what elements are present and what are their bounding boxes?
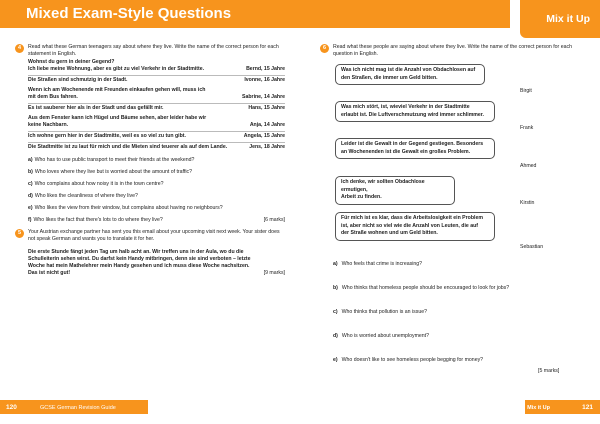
question-letter: a) — [28, 157, 33, 163]
bubble-speaker: Ahmed — [520, 163, 537, 169]
question-6-marks: [5 marks] — [538, 368, 560, 374]
bubble-line: Für mich ist es klar, dass die Arbeitslosigkeit ein Problem — [341, 215, 483, 221]
quote-speaker: Anja, 14 Jahre — [249, 122, 285, 128]
question-letter: b) — [28, 169, 33, 175]
question-5-intro: Your Austrian exchange partner has sent you this email about your upcoming visit next week. Your sister does not speak German and wants you to translate it for her. — [28, 229, 280, 242]
quote-speaker: Jens, 18 Jahre — [249, 144, 285, 150]
quote-separator — [28, 75, 285, 76]
speech-bubble — [335, 64, 485, 85]
bubble-speaker: Frank — [520, 125, 534, 131]
email-text: Woche hat mein Mathelehrer mein Handy gesehen und ich muss diese Woche nachsitzen. — [28, 263, 250, 269]
email-text: Die erste Stunde fängt jeden Tag um halb acht an. Wir treffen uns in der Aula, wo du die — [28, 249, 244, 255]
quote-line — [15, 87, 285, 94]
quote-line — [15, 105, 285, 112]
question-text: Who loves where they live but is worried about the amount of traffic? — [34, 169, 192, 175]
question-6-item — [333, 261, 422, 267]
question-5-email — [15, 249, 285, 277]
bubble-line: erlaubt ist. Die Luftverschmutzung wird immer schlimmer. — [341, 111, 484, 118]
speech-bubble — [335, 212, 495, 241]
quote-text: Die Straßen sind schmutzig in der Stadt. — [28, 77, 128, 83]
bubble-speaker: Birgit — [520, 88, 532, 94]
question-4-item — [15, 154, 285, 166]
question-6-item — [333, 285, 509, 291]
question-6-number: 6 — [320, 44, 329, 53]
email-line — [15, 270, 285, 277]
question-wrap — [28, 214, 163, 226]
question-letter: c) — [28, 181, 33, 187]
quote-text: Ich wohne gern hier in der Stadtmitte, weil es so viel zu tun gibt. — [28, 133, 186, 139]
quote-line — [15, 144, 285, 151]
email-text: Schulleiterin sehen wirst. Du darfst kein Handy mitbringen, denn sie sind verboten – letzte — [28, 256, 251, 262]
question-text: Who doesn't like to see homeless people begging for money? — [341, 357, 484, 363]
question-4-item — [15, 178, 285, 190]
quote-separator — [28, 131, 285, 132]
question-4-marks: [6 marks] — [263, 217, 285, 223]
speech-bubble — [335, 101, 495, 122]
quote-line — [15, 66, 285, 73]
quote-separator — [28, 142, 285, 143]
question-4-item — [15, 214, 285, 226]
quote-text: Aus dem Fenster kann ich Hügel und Bäume sehen, aber leider habe wir — [28, 115, 207, 121]
right-column — [320, 44, 588, 58]
bubble-line: ist, aber nicht so viel wie die Anzahl von Leuten, die auf — [341, 222, 479, 229]
bubble-line: Was mich stört, ist, wieviel Verkehr in der Stadtmitte — [341, 104, 470, 110]
page-number-right: 121 — [582, 404, 593, 411]
question-letter: e) — [28, 205, 33, 211]
bubble-line: Arbeit zu finden. — [341, 194, 382, 200]
question-letter: a) — [333, 261, 338, 267]
email-line — [15, 263, 285, 270]
question-text: Who has to use public transport to meet their friends at the weekend? — [34, 157, 195, 163]
question-6-intro: Read what these people are saying about where they live. Write the name of the correct person for each question in English. — [333, 44, 572, 57]
question-letter: e) — [333, 357, 338, 363]
quote-separator — [28, 103, 285, 104]
bubble-line: den Straßen, die immer um Geld bitten. — [341, 74, 438, 81]
bubble-line: der Straße wohnen und um Geld bitten. — [341, 230, 438, 236]
bubble-speaker: Kirstin — [520, 200, 535, 206]
question-4-heading: Wohnst du gern in deiner Gegend? — [28, 59, 115, 65]
left-column — [15, 44, 285, 277]
quote-text: Ich liebe meine Wohnung, aber es gibt zu viel Verkehr in der Stadtmitte. — [28, 66, 205, 72]
question-text: Who thinks that pollution is an issue? — [341, 309, 427, 315]
quote-speaker: Hans, 15 Jahre — [248, 105, 285, 111]
question-4-item — [15, 190, 285, 202]
question-4-questions — [15, 154, 285, 226]
quote-line — [15, 122, 285, 129]
quote-line — [15, 94, 285, 101]
footer-section-name: Mix it Up — [527, 405, 550, 411]
bubble-speaker: Sebastian — [520, 244, 544, 250]
quote-text: keine Nachbarn. — [28, 122, 69, 128]
question-6-item — [333, 333, 429, 339]
quote-line — [15, 115, 285, 122]
question-text: Who likes the view from their window, but complains about having no neighbours? — [34, 205, 223, 211]
quote-speaker: Sabrine, 14 Jahre — [242, 94, 285, 100]
quote-speaker: Ivonne, 16 Jahre — [244, 77, 285, 83]
quote-text: mit dem Bus fahren. — [28, 94, 78, 100]
question-6-item — [333, 357, 483, 363]
question-letter: f) — [28, 217, 32, 223]
bubble-line: an Wochenenden ist die Gewalt ein großes Problem. — [341, 148, 471, 155]
question-5-marks: [9 marks] — [263, 270, 285, 276]
question-text: Who likes the fact that there's lots to do where they live? — [33, 217, 163, 223]
quote-line — [15, 77, 285, 84]
speech-bubble — [335, 176, 455, 205]
question-text: Who thinks that homeless people should be encouraged to look for jobs? — [341, 285, 510, 291]
question-letter: b) — [333, 285, 338, 291]
question-5-number: 5 — [15, 229, 24, 238]
bubble-line: Leider ist die Gewalt in der Gegend gestiegen. Besonders — [341, 141, 484, 147]
question-text: Who feels that crime is increasing? — [341, 261, 423, 267]
quote-text: Wenn ich am Wochenende mit Freunden einkaufen gehen will, muss ich — [28, 87, 206, 93]
question-letter: c) — [333, 309, 338, 315]
quote-speaker: Angela, 15 Jahre — [243, 133, 285, 139]
page-title: Mixed Exam-Style Questions — [26, 5, 232, 22]
bubble-line: Was ich nicht mag ist die Anzahl von Obdachlosen auf — [341, 67, 476, 73]
question-6-item — [333, 309, 427, 315]
question-letter: d) — [28, 193, 33, 199]
email-text: Das ist nicht gut! — [28, 270, 71, 276]
email-line — [15, 249, 285, 256]
question-4-intro: Read what these German teenagers say about where they live. Write the name of the correct person for each statement in English. — [28, 44, 279, 57]
quote-text: Die Stadtmitte ist zu laut für mich und die Mieten sind teuerer als auf dem Lande. — [28, 144, 228, 150]
page-number-left: 120 — [6, 404, 17, 411]
question-4-item — [15, 166, 285, 178]
footer-book-title: GCSE German Revision Guide — [40, 405, 116, 411]
question-text: Who complains about how noisy it is in the town centre? — [34, 181, 164, 187]
bubble-line: Ich denke, wir sollten Obdachlose ermutigen, — [341, 179, 425, 193]
email-line — [15, 256, 285, 263]
quote-text: Es ist sauberer hier als in der Stadt und das gefällt mir. — [28, 105, 164, 111]
question-4-quotes — [15, 66, 285, 151]
question-text: Who likes the cleanliness of where they live? — [34, 193, 138, 199]
speech-bubble — [335, 138, 495, 159]
section-tab-label: Mix it Up — [546, 13, 590, 25]
question-4-number: 4 — [15, 44, 24, 53]
question-text: Who is worried about unemployment? — [341, 333, 429, 339]
question-4-item — [15, 202, 285, 214]
question-letter: d) — [333, 333, 338, 339]
quote-speaker: Bernd, 15 Jahre — [246, 66, 285, 72]
quote-line — [15, 133, 285, 140]
